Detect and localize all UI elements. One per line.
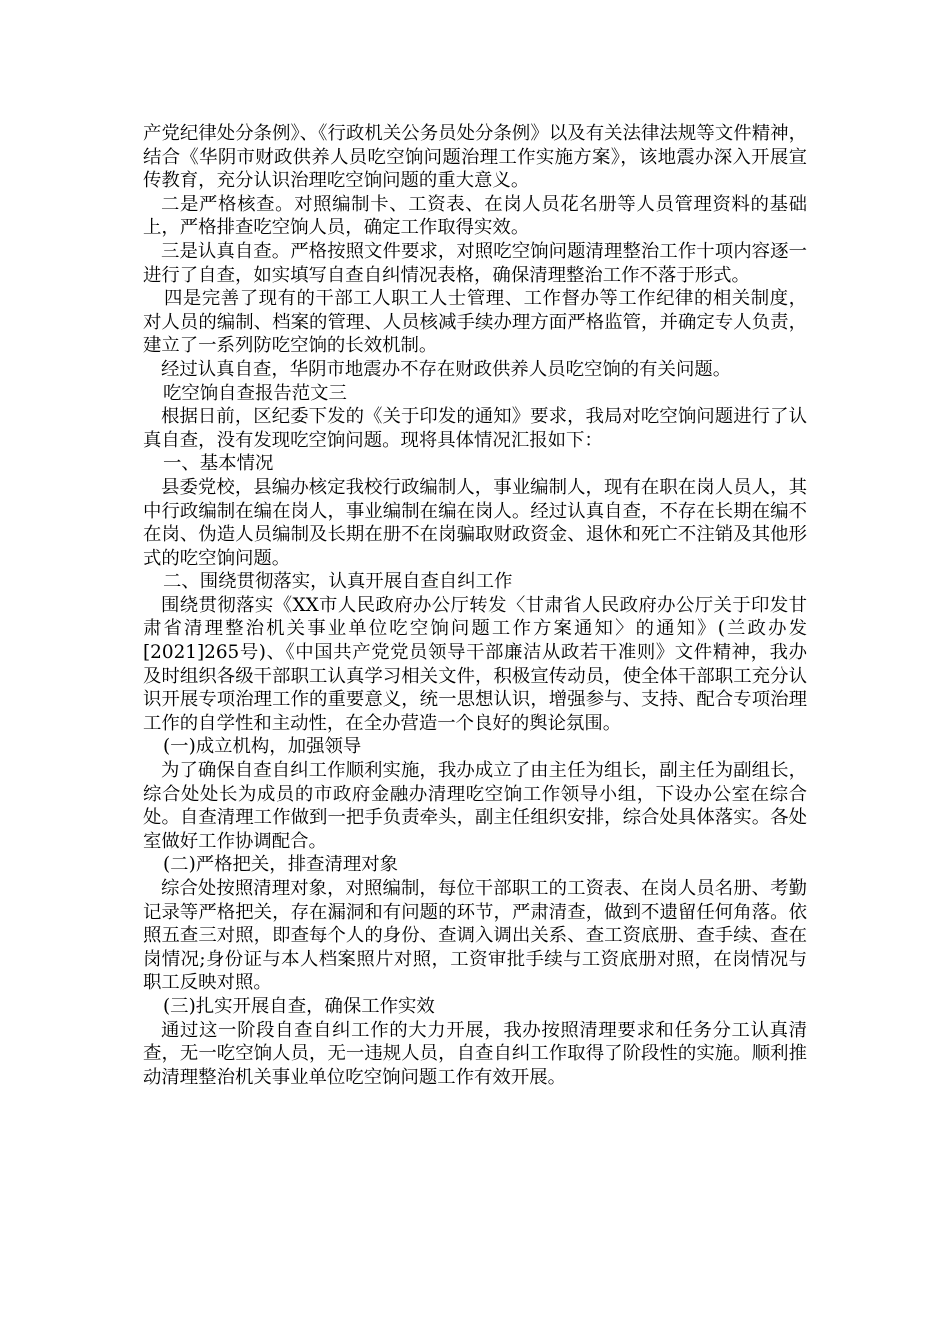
paragraph-organization: 为了确保自查自纠工作顺利实施，我办成立了由主任为组长，副主任为副组长，综合处处长为成员的市政府金融办清理吃空饷工作领导小组，下设办公室在综合处。自查清理工作做到一把手负责牵头，副主任组织安排，综合处具体落实。各处室做好工作协调配合。 (143, 760, 807, 852)
paragraph-implementation: 围绕贯彻落实《XX市人民政府办公厅转发〈甘肃省人民政府办公厅关于印发甘肃省清理整治机关事业单位吃空饷问题工作方案通知〉的通知》(兰政办发[2021]265号)、《中国共产党党员领导干部廉洁从政若干准则》文件精神，我办及时组织各级干部职工认真学习相关文件，积极宣传动员，使全体干部职工充分认识开展专项治理工作的重要意义，统一思想认识，增强参与、支持、配合专项治理工作的自学性和主动性，在全办营造一个良好的舆论氛围。 (143, 594, 807, 734)
paragraph-self-check: 三是认真自查。严格按照文件要求，对照吃空饷问题清理整治工作十项内容逐一进行了自查，如实填写自查自纠情况表格，确保清理整治工作不落于形式。 (143, 240, 807, 286)
paragraph-strict-check: 二是严格核查。对照编制卡、工资表、在岗人员花名册等人员管理资料的基础上，严格排查吃空饷人员，确定工作取得实效。 (143, 193, 807, 239)
heading-implementation: 二、围绕贯彻落实，认真开展自查自纠工作 (163, 571, 513, 593)
heading-strict-control: (二)严格把关，排查清理对象 (163, 854, 399, 876)
paragraph-strict-control: 综合处按照清理对象，对照编制，每位干部职工的工资表、在岗人员名册、考勤记录等严格把关，存在漏洞和有问题的环节，严肃清查，做到不遗留任何角落。依照五查三对照，即查每个人的身份、查调入调出关系、查工资底册、查手续、查在岗情况;身份证与本人档案照片对照，工资审批手续与工资底册对照，在岗情况与职工反映对照。 (143, 878, 807, 994)
heading-basic-situation: 一、基本情况 (163, 453, 274, 475)
paragraph-improve-system: 四是完善了现有的干部工人职工人士管理、工作督办等工作纪律的相关制度，对人员的编制、档案的管理、人员核减手续办理方面严格监管，并确定专人负责，建立了一系列防吃空饷的长效机制。 (143, 288, 807, 357)
heading-effective-check: (三)扎实开展自查，确保工作实效 (163, 995, 435, 1017)
document-page (143, 122, 807, 1089)
section-title-sample-three: 吃空饷自查报告范文三 (163, 382, 347, 404)
paragraph-intro: 根据日前，区纪委下发的《关于印发的通知》要求，我局对吃空饷问题进行了认真自查，没有发现吃空饷问题。现将具体情况汇报如下： (143, 406, 807, 451)
paragraph-basic-situation: 县委党校，县编办核定我校行政编制人，事业编制人，现有在职在岗人员人，其中行政编制在编在岗人，事业编制在编在岗人。经过认真自查，不存在长期在编不在岗、伪造人员编制及长期在册不在岗骗取财政资金、退休和死亡不注销及其他形式的吃空饷问题。 (143, 476, 807, 569)
heading-organization: (一)成立机构，加强领导 (163, 736, 362, 758)
paragraph-continuation: 产党纪律处分条例》、《行政机关公务员处分条例》以及有关法律法规等文件精神，结合《华阴市财政供养人员吃空饷问题治理工作实施方案》，该地震办深入开展宣传教育，充分认识治理吃空饷问题的重大意义。 (143, 123, 807, 192)
paragraph-effective-check: 通过这一阶段自查自纠工作的大力开展，我办按照清理要求和任务分工认真清查，无一吃空饷人员，无一违规人员，自查自纠工作取得了阶段性的实施。顺利推动清理整治机关事业单位吃空饷问题工作有效开展。 (143, 1019, 807, 1088)
paragraph-conclusion: 经过认真自查，华阴市地震办不存在财政供养人员吃空饷的有关问题。 (161, 358, 732, 380)
